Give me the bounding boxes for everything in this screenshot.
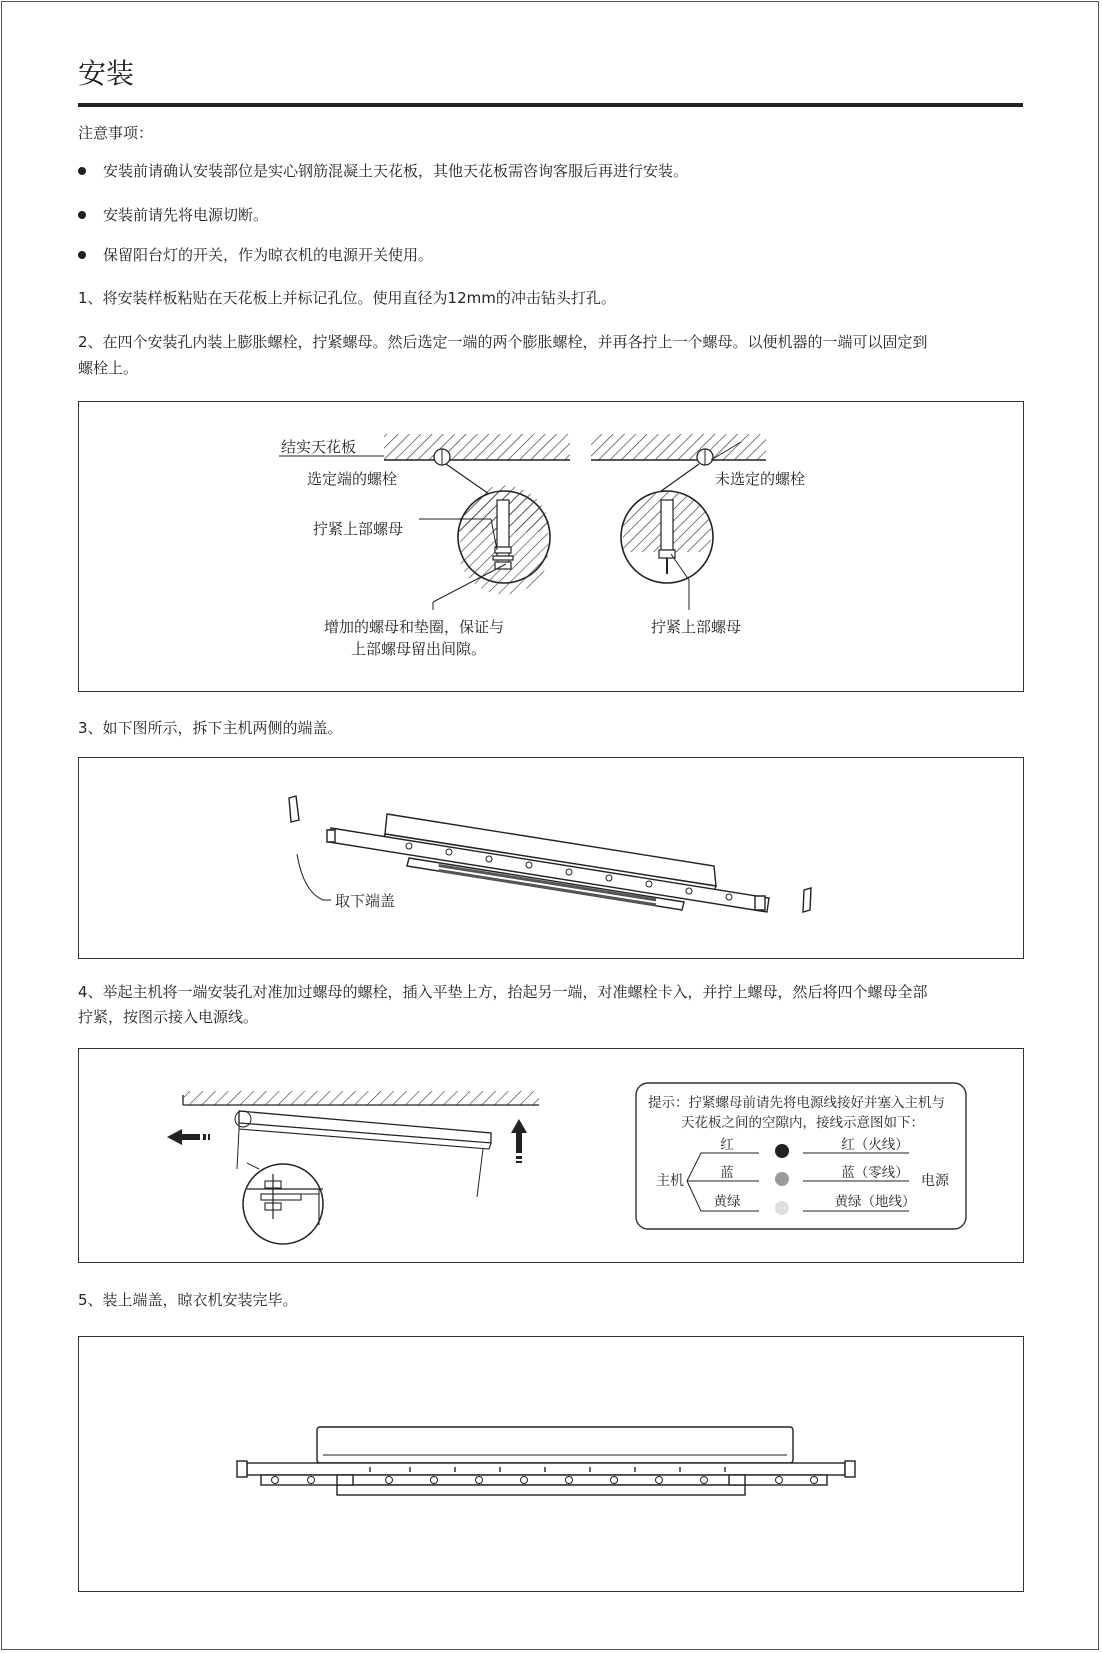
- wire-left-blue: 蓝: [720, 1165, 734, 1181]
- mount-detail-circle: [243, 1164, 323, 1244]
- title-rule: [78, 103, 1023, 107]
- ceiling-hatch: [183, 1091, 539, 1105]
- label-unselected-bolt: 未选定的螺栓: [715, 470, 806, 488]
- wire-left-yellow-green: 黄绿: [713, 1194, 741, 1210]
- label-added-nut-2: 上部螺母留出间隙。: [351, 640, 487, 658]
- tip-line-1: 提示：拧紧螺母前请先将电源线接好并塞入主机与: [648, 1095, 945, 1111]
- tip-line-2: 天花板之间的空隙内，接线示意图如下：: [681, 1115, 924, 1131]
- finished-housing: [317, 1427, 793, 1463]
- arrow-left-icon: [167, 1129, 200, 1145]
- bullet-item-1: 安装前请确认安装部位是实心钢筋混凝土天花板，其他天花板需咨询客服后再进行安装。: [103, 162, 689, 180]
- end-cap-right: [803, 888, 811, 912]
- label-tighten-upper-left: 拧紧上部螺母: [313, 520, 404, 538]
- wire-left-red: 红: [720, 1137, 734, 1153]
- bullet-item-2: 安装前请先将电源切断。: [103, 206, 269, 224]
- wire-right-earth: 黄绿（地线）: [834, 1194, 916, 1210]
- figure-mount-box: [78, 1048, 1024, 1263]
- label-selected-bolt: 选定端的螺栓: [307, 470, 398, 488]
- label-remove-cap: 取下端盖: [335, 892, 396, 910]
- bullet-item-3: 保留阳台灯的开关，作为晾衣机的电源开关使用。: [103, 246, 434, 264]
- wire-right-neutral: 蓝（零线）: [841, 1165, 909, 1181]
- figure-finished-drawing: [79, 1337, 1022, 1590]
- label-ceiling: 结实天花板: [281, 438, 357, 456]
- figure-bolts-drawing: [79, 402, 1022, 690]
- label-added-nut-1: 增加的螺母和垫圈，保证与: [324, 618, 505, 636]
- bullet-dot: [78, 251, 86, 259]
- ceiling-left: [384, 434, 570, 460]
- ceiling-right: [591, 434, 766, 460]
- figure-remove-cap-drawing: [79, 758, 1022, 957]
- step-5-text: 5、装上端盖，晾衣机安装完毕。: [78, 1291, 298, 1309]
- page-title: 安装: [78, 57, 135, 90]
- figure-remove-cap-box: [78, 757, 1024, 959]
- label-tighten-upper-right: 拧紧上部螺母: [651, 618, 742, 636]
- step-1-text: 1、将安装样板粘贴在天花板上并标记孔位。使用直径为12mm的冲击钻头打孔。: [78, 289, 616, 307]
- wire-dot-red: [775, 1144, 789, 1158]
- figure-mount-drawing: [79, 1049, 1022, 1261]
- wire-dot-blue: [775, 1172, 789, 1186]
- step-4-text-line1: 4、举起主机将一端安装孔对准加过螺母的螺栓，插入平垫上方，抬起另一端，对准螺栓卡入，并拧上螺母，然后将四个螺母全部: [78, 983, 928, 1001]
- label-host: 主机: [656, 1173, 684, 1189]
- step-4-text-line2: 拧紧，按图示接入电源线。: [78, 1008, 259, 1026]
- notes-heading: 注意事项：: [78, 124, 154, 142]
- wire-dot-yellow-green: [775, 1201, 789, 1215]
- end-cap-left: [289, 796, 299, 822]
- wire-right-live: 红（火线）: [841, 1137, 909, 1153]
- step-2-text-line2: 螺栓上。: [78, 359, 139, 377]
- step-3-text: 3、如下图所示，拆下主机两侧的端盖。: [78, 719, 343, 737]
- figure-bolts-box: [78, 401, 1024, 692]
- figure-finished-box: [78, 1336, 1024, 1592]
- label-power: 电源: [921, 1173, 949, 1189]
- arrow-up-icon: [511, 1119, 527, 1153]
- finished-lower-bar: [337, 1485, 745, 1495]
- step-2-text-line1: 2、在四个安装孔内装上膨胀螺栓，拧紧螺母。然后选定一端的两个膨胀螺栓，并再各拧上一个螺母。以便机器的一端可以固定到: [78, 333, 928, 351]
- bullet-dot: [78, 211, 86, 219]
- bullet-dot: [78, 167, 86, 175]
